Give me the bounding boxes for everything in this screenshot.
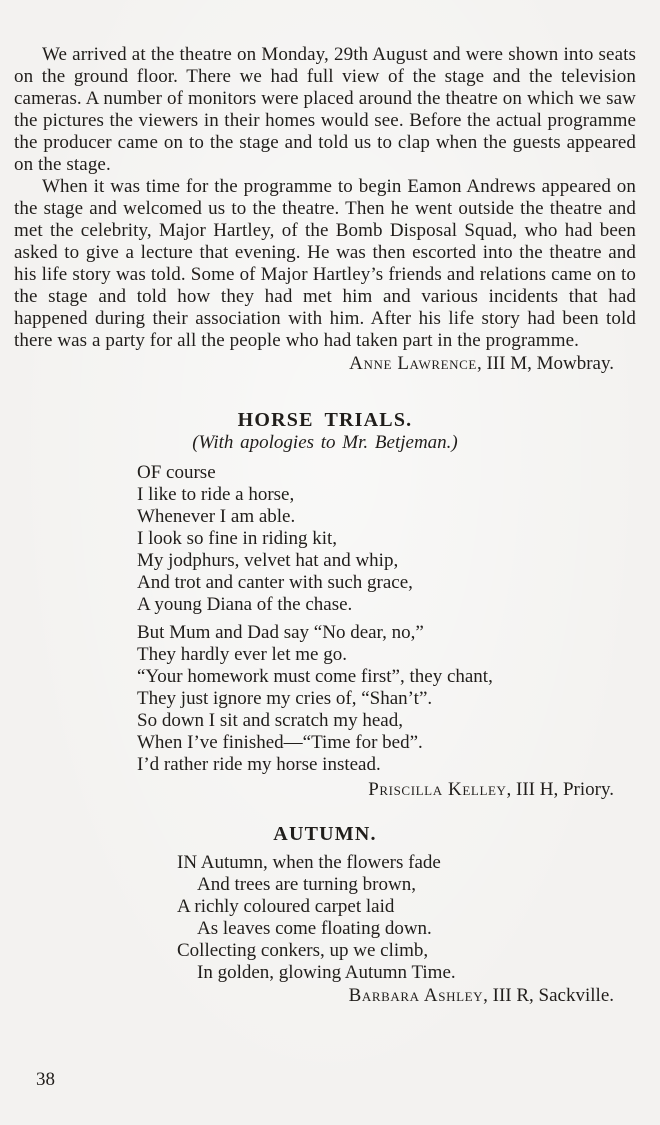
poem-line: IN Autumn, when the flowers fade xyxy=(177,852,441,873)
poem-line: OF course xyxy=(137,462,216,483)
attribution-priscilla-kelley xyxy=(14,778,636,802)
author-name: Barbara Ashley xyxy=(348,985,484,1006)
theatre-paragraph-2: When it was time for the programme to begin Eamon Andrews appeared on the stage and welcomed us to the theatre. Then he went outside the theatre and met the celebrity, Major Hartley, of the Bomb Disposal Squad, who had been asked to give a lecture that evening. He was then escorted into the theatre and his life story was told. Some of Major Hartley’s friends and relations came on to the stage and told how they had met him and various incidents that had happened during their association with him. After his life story had been told there was a party for all the people who had taken part in the programme. xyxy=(14,176,636,351)
page-number: 38 xyxy=(36,1069,55,1090)
poem-line: So down I sit and scratch my head, xyxy=(137,710,403,731)
poem-line: They just ignore my cries of, “Shan’t”. xyxy=(137,688,433,709)
poem-line: A young Diana of the chase. xyxy=(137,594,353,615)
horse-trials-subtitle: (With apologies to Mr. Betjeman.) xyxy=(192,432,458,453)
poem-line: As leaves come floating down. xyxy=(197,918,432,939)
autumn-title: AUTUMN. xyxy=(273,823,377,845)
poem-line: In golden, glowing Autumn Time. xyxy=(197,962,456,983)
poem-line: When I’ve finished—“Time for bed”. xyxy=(137,732,423,753)
author-name: Priscilla Kelley xyxy=(368,779,507,800)
poem-line: My jodphurs, velvet hat and whip, xyxy=(137,550,399,571)
poem-line: Whenever I am able. xyxy=(137,506,296,527)
attribution-anne-lawrence xyxy=(14,352,636,376)
poem-line: I like to ride a horse, xyxy=(137,484,295,505)
poem-stanza-1 xyxy=(137,462,636,616)
poem-line: And trees are turning brown, xyxy=(197,874,416,895)
theatre-paragraph-1: We arrived at the theatre on Monday, 29th August and were shown into seats on the ground floor. There we had full view of the stage and the television cameras. A number of monitors were placed around the theatre on which we saw the pictures the viewers in their homes would see. Before the actual programme the producer came on to the stage and told us to clap when the guests appeared on the stage. xyxy=(14,44,636,175)
poem-stanza-2 xyxy=(137,622,636,776)
attribution-barbara-ashley xyxy=(14,984,636,1008)
poem-line: A richly coloured carpet laid xyxy=(177,896,395,917)
poem-line: I look so fine in riding kit, xyxy=(137,528,338,549)
poem-line: And trot and canter with such grace, xyxy=(137,572,413,593)
author-details: , III M, Mowbray. xyxy=(476,353,614,374)
author-name: Anne Lawrence xyxy=(349,353,477,374)
poem-line: They hardly ever let me go. xyxy=(137,644,347,665)
horse-trials-title: HORSE TRIALS. xyxy=(237,409,413,431)
text-column xyxy=(14,44,636,1008)
poem-line: Collecting conkers, up we climb, xyxy=(177,940,429,961)
author-details: , III H, Priory. xyxy=(506,779,614,800)
poem-line: But Mum and Dad say “No dear, no,” xyxy=(137,622,424,643)
poem-line: “Your homework must come first”, they chant, xyxy=(137,666,493,687)
author-details: , III R, Sackville. xyxy=(483,985,614,1006)
poem-line: I’d rather ride my horse instead. xyxy=(137,754,381,775)
autumn-poem xyxy=(177,852,636,984)
horse-trials-poem xyxy=(137,462,636,776)
